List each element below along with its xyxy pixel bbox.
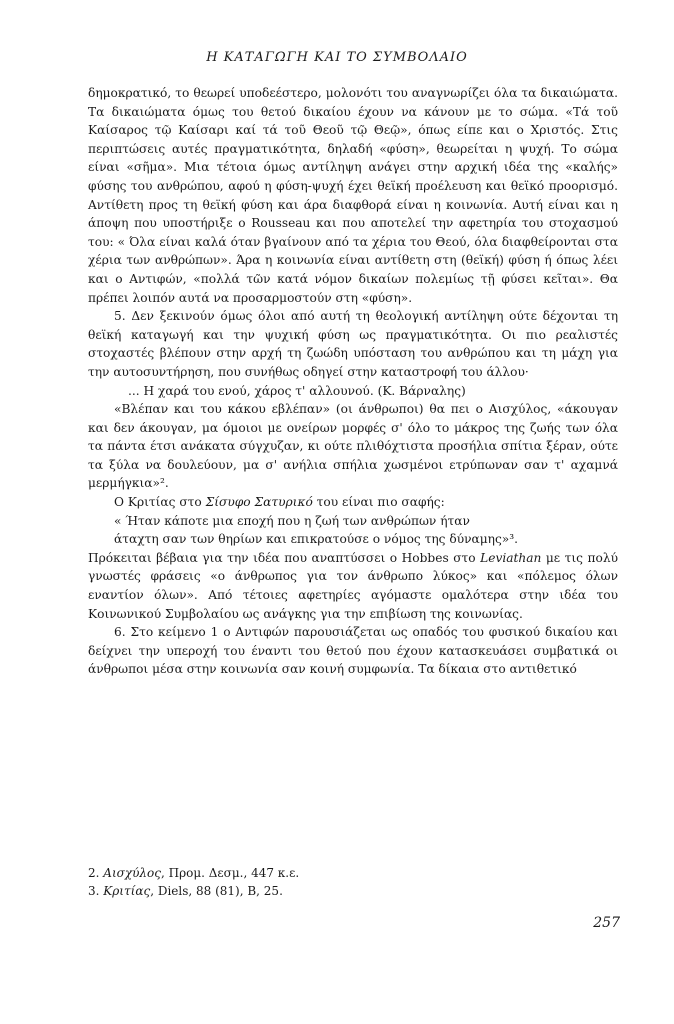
varnalis-quote: ... Η χαρά του ενού, χάρος τ' αλλουνού. (Κ. Βάρναλης) xyxy=(128,383,466,398)
footnotes xyxy=(88,864,588,900)
hobbes-work-title: Leviathan xyxy=(480,550,542,565)
hobbes-before: Πρόκειται βέβαια για την ιδέα που αναπτύσσει ο Hobbes στο xyxy=(88,550,481,565)
body-text xyxy=(88,84,618,679)
footnote-2 xyxy=(88,864,588,882)
paragraph-continued: δημοκρατικό, το θεωρεί υποδεέστερο, μολονότι του αναγνωρίζει όλα τα δικαιώματα. Τα δικαιώματα όμως του θετού δικαίου έχουν να κάνουν με το σώμα. «Τά τοῦ Καίσαρος τῷ Καίσαρι καί τά τοῦ Θεοῦ τῷ Θεῷ», όπως είπε και ο Χριστός. Στις περιπτώσεις αυτές πραγματικότητα, δηλαδή «φύση», θεωρείται η ψυχή. Το σώμα είναι «σῆμα». Μια τέτοια όμως αντίληψη ανάγει στην αρχική ιδέα της «καλής» φύσης του ανθρώπου, αφού η φύση-ψυχή έχει θεϊκή προέλευση και θεϊκό προορισμό. Αντίθετη προς τη θεϊκή φύση και άρα διαφθορά είναι η κοινωνία. Αυτή είναι και η άποψη που υποστήριξε ο Rousseau και που αποτελεί την αφετηρία του στοχασμού του: « Όλα είναι καλά όταν βγαίνουν από τα χέρια του Θεού, όλα διαφθείρονται στα χέρια των ανθρώπων». Άρα η κοινωνία είναι αντίθετη στη (θεϊκή) φύση ή όπως λέει και ο Αντιφών, «πολλά τῶν κατά νόμον δικαίων πολεμίως τῇ φύσει κεῖται». Θα πρέπει λοιπόν αυτά να προσαρμοστούν στη «φύση». xyxy=(88,86,618,305)
kritias-work-title: Σίσυφο Σατυρικό xyxy=(205,495,313,510)
paragraph-section-6: 6. Στο κείμενο 1 ο Αντιφών παρουσιάζεται ως οπαδός του φυσικού δικαίου και δείχνει την υπεροχή του έναντι του θετού που έχουν κατασκευάσει συμβατικά οι άνθρωποι μέσα στην κοινωνία σαν κοινή συμφωνία. Τα δίκαια στο αντιθετικό xyxy=(88,625,618,677)
footnote-author: Κριτίας xyxy=(103,884,151,898)
page-number: 257 xyxy=(593,915,620,931)
hobbes-paragraph xyxy=(88,549,618,623)
kritias-intro-after: του είναι πιο σαφής: xyxy=(312,495,445,510)
footnote-number: 3. xyxy=(88,884,100,898)
kritias-intro-before: Ο Κριτίας στο xyxy=(114,495,206,510)
footnote-reference: , Προμ. Δεσμ., 447 κ.ε. xyxy=(160,866,300,880)
running-head: Η ΚΑΤΑΓΩΓΗ ΚΑΙ ΤΟ ΣΥΜΒΟΛΑΙΟ xyxy=(206,50,468,65)
kritias-intro xyxy=(88,493,618,512)
footnote-3 xyxy=(88,882,588,900)
paragraph-section-5: 5. Δεν ξεκινούν όμως όλοι από αυτή τη θεολογική αντίληψη ούτε δέχονται τη θεϊκή καταγωγή και την ψυχική φύση ως πραγματικότητα. Οι πιο ρεαλιστές στοχαστές βλέπουν στην αρχή τη ζωώδη υπόσταση του ανθρώπου και τη μάχη για την αυτοσυντήρηση, που συνήθως οδηγεί στην καταστροφή του άλλου· xyxy=(88,309,618,379)
footnote-number: 2. xyxy=(88,866,100,880)
footnote-author: Αισχύλος xyxy=(103,866,161,880)
footnote-reference: , Diels, 88 (81), B, 25. xyxy=(150,884,283,898)
kritias-quote-line2: άταχτη σαν των θηρίων και επικρατούσε ο νόμος της δύναμης»³. xyxy=(114,532,519,547)
aeschylus-quote: «Βλέπαν και του κάκου εβλέπαν» (οι άνθρωποι) θα πει ο Αισχύλος, «άκουγαν και δεν άκουγαν, μα όμοιοι με ονείρων μορφές σ' όλο το μάκρος της ζωής των όλα τα πάντα έτσι ανάκατα σύγχυζαν, κι ούτε πλιθόχτιστα προσήλια σπίτια ξέραν, ούτε τα ξύλα να δουλεύουν, μα σ' ανήλια σπήλια χωσμένοι ετρύπωναν σαν τ' αχαμνά μερμήγκια»². xyxy=(88,402,618,491)
hobbes-after: με τις πολύ γνωστές φράσεις «ο άνθρωπος για τον άνθρωπο λύκος» και «πόλεμος όλων εναντίον όλων». Από τέτοιες αφετηρίες αγόμαστε ομαλότερα στην ιδέα του Κοινωνικού Συμβολαίου ως ανάγκης για την επιβίωση της κοινωνίας. xyxy=(88,550,618,621)
kritias-quote-line1: « Ήταν κάποτε μια εποχή που η ζωή των ανθρώπων ήταν xyxy=(114,513,470,528)
